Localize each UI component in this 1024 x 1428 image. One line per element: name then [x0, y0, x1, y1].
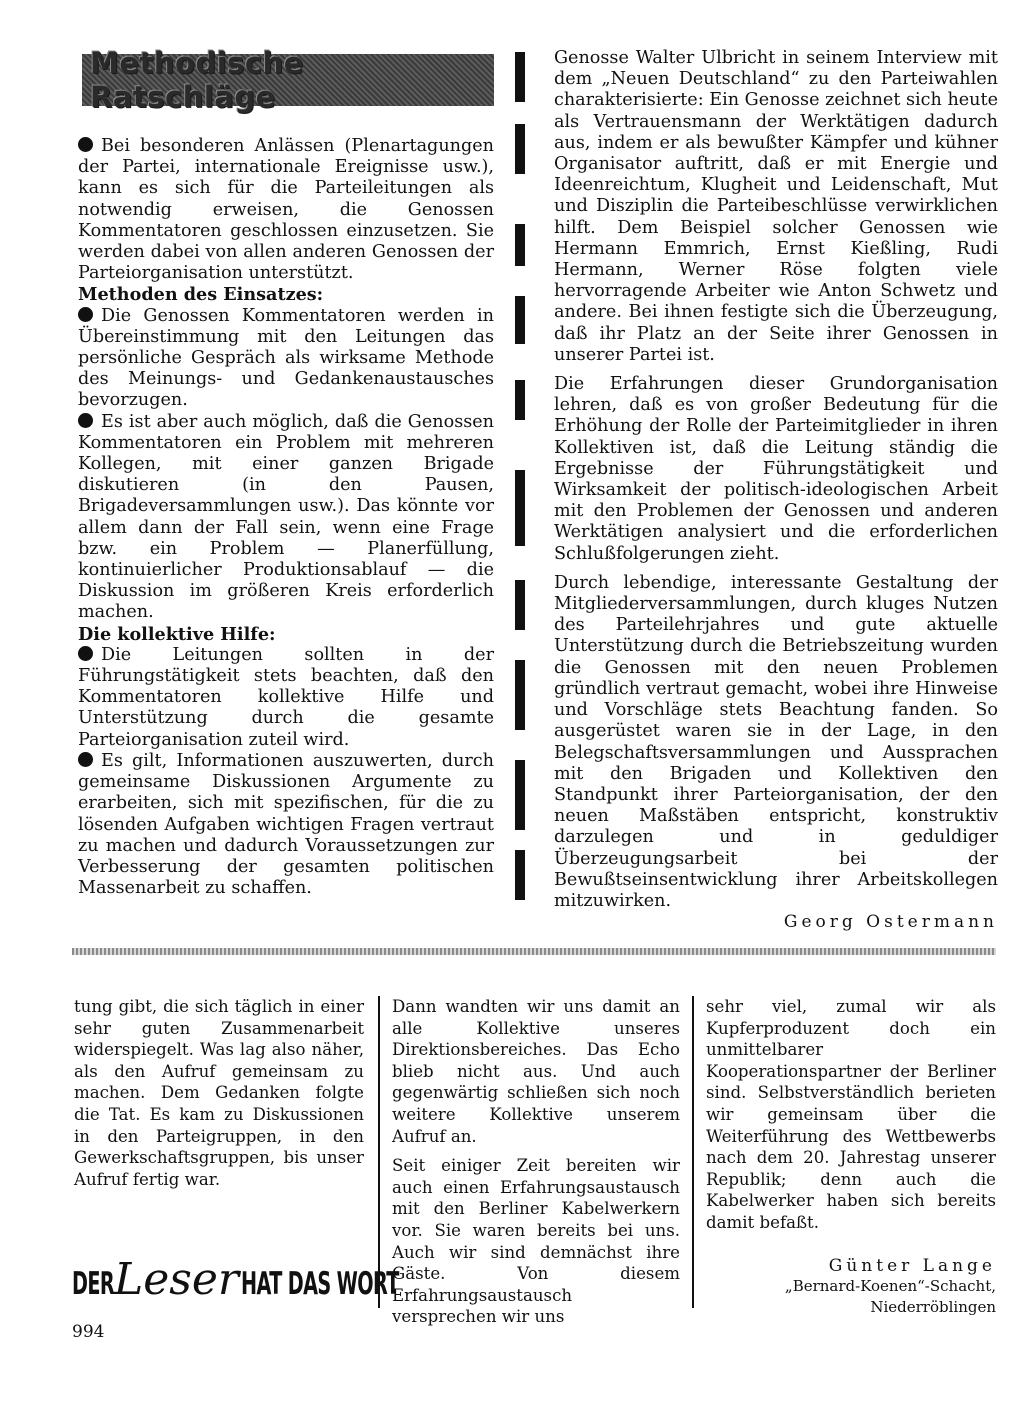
bottom-column-1 — [74, 996, 364, 1190]
right-column — [554, 48, 998, 932]
margin-bar — [515, 52, 525, 102]
bottom-signature: Günter Lange — [828, 1255, 996, 1276]
bottom-col2-paragraph-2: Seit einiger Zeit bereiten wir auch einen Erfahrungsaustausch mit den Berliner Kabelwerkern vor. Sie waren bereits bei uns. Auch wir sind demnächst ihre Gäste. Von diesem Erfahrungsaustausch versprechen wir uns — [392, 1156, 680, 1327]
author-signature: Georg Ostermann — [783, 912, 998, 933]
logo-leser-script: Leser — [114, 1254, 239, 1305]
margin-bar — [515, 296, 525, 344]
left-paragraph-2: Die Genossen Kommentatoren werden in Übereinstimmung mit den Leitungen das persönliche Gespräch als wirksame Methode des Meinungs- und Gedankenaustausches bevorzugen. — [78, 305, 494, 411]
credit-line-2: Niederröblingen — [870, 1297, 996, 1316]
margin-bar — [515, 124, 525, 174]
left-paragraph-5: Es gilt, Informationen auszuwerten, durch gemeinsame Diskussionen Argumente zu erarbeiten, sich mit spezifischen, für die zu lösenden Aufgaben wichtigen Fragen vertraut zu machen und dadurch Voraussetzungen zur Verbesserung der gesamten politischen Massenarbeit zu schaffen. — [78, 750, 494, 899]
bottom-col2-paragraph-1: Dann wandten wir uns damit an alle Kollektive unseres Direktionsbereiches. Das Echo blieb nicht aus. Und auch gegenwärtig schließen sich noch weitere Kollektive unserem Aufruf an. — [392, 997, 680, 1146]
bottom-col1-text: tung gibt, die sich täglich in einer sehr guten Zusammenarbeit widerspiegelt. Was lag also näher, als den Aufruf gemeinsam zu machen. Dem Gedanken folgte die Tat. Es kam zu Diskussionen in den Parteigruppen, in den Gewerkschaftsgruppen, bis unser Aufruf fertig war. — [74, 997, 364, 1189]
margin-bar — [515, 224, 525, 266]
banner-title: Methodische Ratschläge — [90, 46, 304, 114]
section-separator — [72, 948, 996, 955]
column-rule — [378, 996, 380, 1308]
left-column — [78, 136, 494, 899]
bottom-column-2 — [392, 996, 680, 1328]
left-paragraph-1: Bei besonderen Anlässen (Plenartagungen der Partei, internationale Ereignisse usw.), kann es sich für die Parteileitungen als notwendig erweisen, die Genossen Kommentatoren geschlossen einzusetzen. Sie werden dabei von allen anderen Genossen der Parteiorganisation unterstützt. — [78, 136, 494, 284]
bottom-column-3 — [706, 996, 996, 1318]
right-paragraph-2: Die Erfahrungen dieser Grundorganisation lehren, daß es von großer Bedeutung für die Erhöhung der Rolle der Parteimitglieder in ihren Kollektiven ist, daß die Leitung ständig die Ergebnisse der Führungstätigkeit und Wirksamkeit der politisch-ideologischen Arbeit mit den Problemen der Genossen und anderen Werktätigen analysiert und die erforderlichen Schlußfolgerungen zieht. — [554, 374, 998, 564]
left-paragraph-3: Es ist aber auch möglich, daß die Genossen Kommentatoren ein Problem mit mehreren Kollegen, mit einer ganzen Brigade diskutieren (in den Pausen, Brigadeversammlungen usw.). Das könnte vor allem dann der Fall sein, wenn eine Frage bzw. ein Problem — Planerfüllung, kontinuierlicher Produktionsablauf — die Diskussion im größeren Kreis erforderlich machen. — [78, 411, 494, 623]
credit-line-1: „Bernard-Koenen“-Schacht, — [784, 1276, 996, 1295]
margin-bar — [515, 380, 525, 420]
margin-bar — [515, 660, 525, 730]
right-paragraph-3: Durch lebendige, interessante Gestaltung der Mitgliederversammlungen, durch kluges Nutzen des Parteilehrjahres und gute aktuelle Unterstützung durch die Betriebszeitung wurden die Genossen mit den neuen Problemen gründlich vertraut gemacht, wobei ihre Hinweise und Vorschläge stets Beachtung fanden. So ausgerüstet waren sie in der Lage, in den Belegschaftsversammlungen und Aussprachen mit den Brigaden und Kollektiven den Standpunkt ihrer Parteiorganisation, der den neuen Maßstäben entspricht, konstruktiv darzulegen und in geduldiger Überzeugungsarbeit bei der Bewußtseinsentwicklung ihrer Arbeitskollegen mitzuwirken. — [554, 572, 998, 911]
margin-bar — [515, 470, 525, 546]
column-rule — [692, 996, 694, 1308]
logo-der: DER — [72, 1266, 115, 1302]
logo-hat-das-wort: HAT DAS WORT — [240, 1266, 399, 1302]
subhead-collective-help: Die kollektive Hilfe: — [78, 623, 276, 645]
section-banner — [82, 46, 494, 114]
der-leser-hat-das-wort-logo — [72, 1254, 399, 1306]
subhead-methods: Methoden des Einsatzes: — [78, 284, 324, 306]
left-paragraph-4: Die Leitungen sollten in der Führungstätigkeit stets beachten, daß den Kommentatoren kollektive Hilfe und Unterstützung durch die gesamte Parteiorganisation zuteil wird. — [78, 644, 494, 750]
right-paragraph-1: Genosse Walter Ulbricht in seinem Interview mit dem „Neuen Deutschland“ zu den Parteiwahlen charakterisierte: Ein Genosse zeichnet sich heute als Vertrauensmann der Werktätigen dadurch aus, indem er als bewußter Kämpfer und kühner Organisator auftritt, daß er mit Energie und Ideenreichtum, Klugheit und Leidenschaft, Mut und Disziplin die Parteibeschlüsse verwirklichen hilft. Dem Beispiel solcher Genossen wie Hermann Emmrich, Ernst Kießling, Rudi Hermann, Werner Röse folgten viele hervorragende Arbeiter wie Anton Schwetz und andere. Bei ihnen festigte sich die Überzeugung, daß ihr Platz an der Seite ihrer Genossen in unserer Partei ist. — [554, 48, 998, 365]
bottom-col3-text: sehr viel, zumal wir als Kupferproduzent doch ein unmittelbarer Kooperationspartner der Berliner sind. Selbstverständlich berieten wir gemeinsam über die Weiterführung des Wettbewerbs nach dem 20. Jahrestag unserer Republik; denn auch die Kabelwerker haben sich bereits damit befaßt. — [706, 997, 996, 1232]
margin-bar — [515, 580, 525, 630]
page-number: 994 — [72, 1322, 105, 1342]
margin-bar — [515, 760, 525, 830]
margin-bar — [515, 850, 525, 900]
